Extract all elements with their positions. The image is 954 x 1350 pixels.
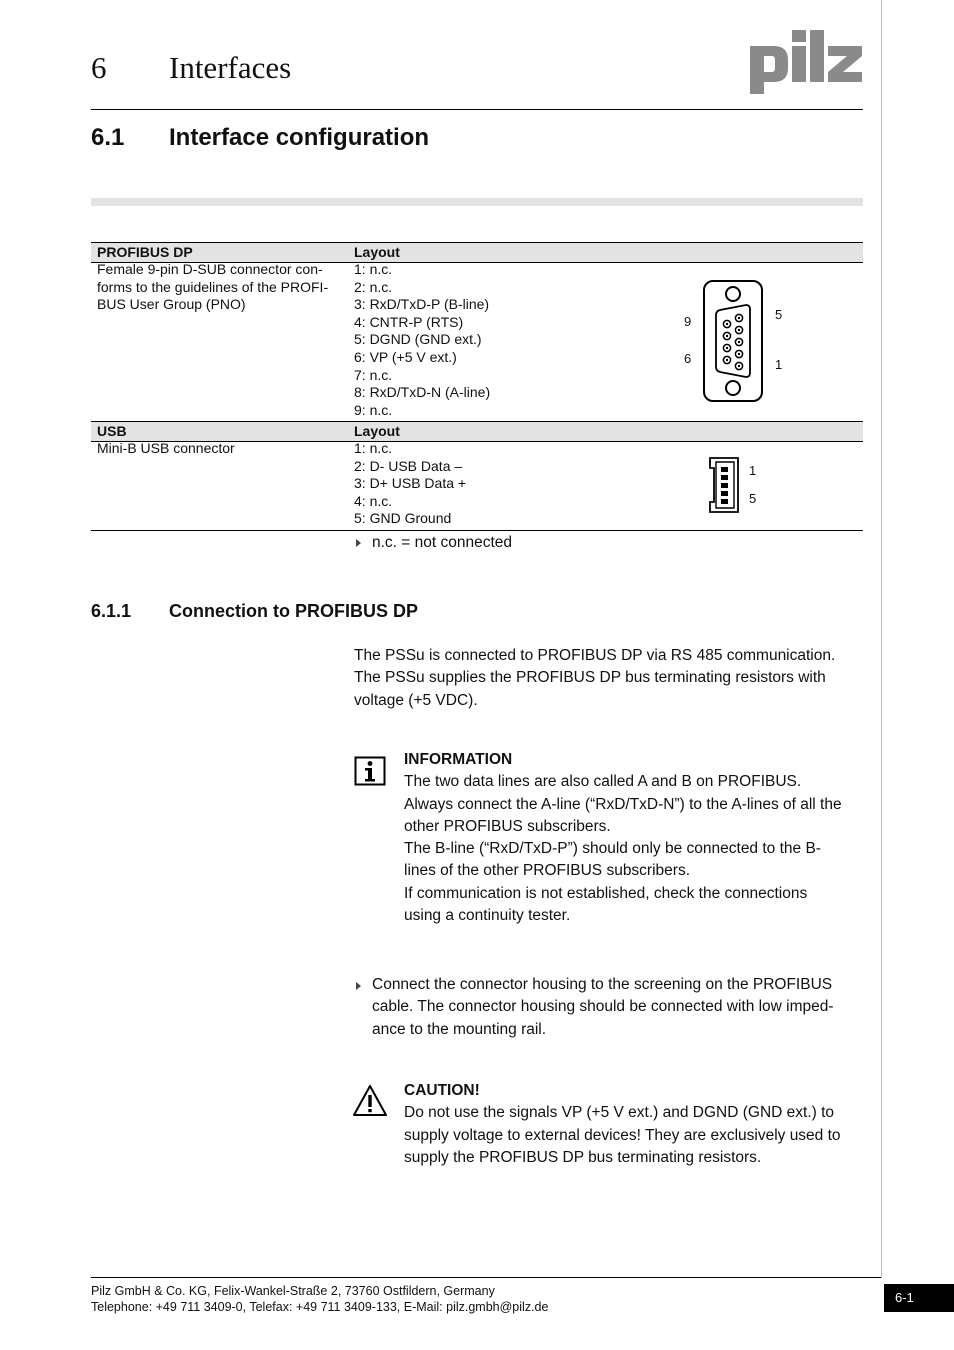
pin-item: 1: n.c. <box>354 261 393 277</box>
usb-label-1: 1 <box>749 463 757 478</box>
dsub-label-6: 6 <box>684 351 692 366</box>
dsub-label-5: 5 <box>775 307 783 322</box>
text-line: Do not use the signals VP (+5 V ext.) and DGND (GND ext.) to <box>404 1104 835 1122</box>
subsection-number: 6.1.1 <box>91 601 132 621</box>
text-line: The two data lines are also called A and B on PROFIBUS. <box>404 773 802 791</box>
instruction-paragraph <box>372 974 834 1041</box>
bullet-arrow-icon <box>356 539 361 547</box>
section-band <box>91 198 863 206</box>
margin-rule <box>881 0 882 1278</box>
pin-item: 9: n.c. <box>354 401 393 418</box>
text-line: Connect the connector housing to the screening on the PROFIBUS <box>372 976 833 993</box>
pin-item: 2: D- USB Data – <box>354 457 463 474</box>
bullet-arrow-icon <box>356 982 361 990</box>
text-line: The PSSu is connected to PROFIBUS DP via RS 485 communication. <box>354 647 836 664</box>
description-line: BUS User Group (PNO) <box>97 296 246 313</box>
profibus-table-header <box>91 242 863 263</box>
profibus-header-label: PROFIBUS DP <box>97 244 193 260</box>
information-block <box>404 749 842 927</box>
text-line: ance to the mounting rail. <box>372 1020 547 1038</box>
pin-item: 4: CNTR-P (RTS) <box>354 313 464 330</box>
text-line: cable. The connector housing should be connected with low imped- <box>372 998 834 1016</box>
mini-usb-connector-diagram <box>706 456 742 514</box>
subsection-title: Connection to PROFIBUS DP <box>169 601 418 621</box>
text-line: supply the PROFIBUS DP bus terminating resistors. <box>404 1148 762 1166</box>
caution-title: CAUTION! <box>404 1082 480 1099</box>
profibus-pin-list <box>354 261 490 419</box>
page-number-badge <box>884 1284 954 1312</box>
pin-item: 2: n.c. <box>354 278 393 295</box>
section-title: Interface configuration <box>169 124 430 151</box>
dsub-connector-diagram <box>700 278 766 404</box>
text-line: The PSSu supplies the PROFIBUS DP bus terminating resistors with <box>354 669 826 687</box>
footer-address: Pilz GmbH & Co. KG, Felix-Wankel-Straße 2, 73760 Ostfildern, Germany <box>91 1284 495 1298</box>
header-rule <box>91 109 863 110</box>
text-line: supply voltage to external devices! They are exclusively used to <box>404 1126 841 1144</box>
page-number: 6-1 <box>895 1290 914 1305</box>
pin-item: 5: DGND (GND ext.) <box>354 331 482 348</box>
pin-item: 7: n.c. <box>354 366 393 383</box>
footer-rule <box>91 1277 881 1278</box>
dsub-label-9: 9 <box>684 314 692 329</box>
pin-item: 8: RxD/TxD-N (A-line) <box>354 384 491 401</box>
text-line: voltage (+5 VDC). <box>354 691 478 709</box>
table-note: n.c. = not connected <box>372 534 513 551</box>
description-line: forms to the guidelines of the PROFI- <box>97 278 329 295</box>
intro-paragraph <box>354 645 835 712</box>
pin-item: 3: RxD/TxD-P (B-line) <box>354 296 490 313</box>
information-title: INFORMATION <box>404 751 513 768</box>
pilz-logo <box>748 28 864 94</box>
pin-item: 5: GND Ground <box>354 510 452 527</box>
text-line: using a continuity tester. <box>404 907 571 925</box>
chapter-number: 6 <box>91 50 107 85</box>
warning-triangle-icon <box>352 1084 388 1118</box>
caution-block <box>404 1080 841 1169</box>
usb-label-5: 5 <box>749 491 757 506</box>
pin-item: 4: n.c. <box>354 492 393 509</box>
profibus-description <box>97 261 328 314</box>
profibus-layout-header: Layout <box>354 244 400 260</box>
pin-item: 6: VP (+5 V ext.) <box>354 348 457 365</box>
usb-layout-header: Layout <box>354 423 400 439</box>
text-line: lines of the other PROFIBUS subscribers. <box>404 862 691 880</box>
text-line: other PROFIBUS subscribers. <box>404 817 611 835</box>
usb-pin-list <box>354 440 466 528</box>
usb-description: Mini-B USB connector <box>97 440 235 456</box>
text-line: Always connect the A-line (“RxD/TxD-N”) to the A-lines of all the <box>404 795 842 813</box>
dsub-label-1: 1 <box>775 357 783 372</box>
pin-item: 3: D+ USB Data + <box>354 475 467 492</box>
information-icon <box>354 756 386 786</box>
pin-item: 1: n.c. <box>354 440 393 456</box>
description-line: Female 9-pin D-SUB connector con- <box>97 261 323 277</box>
text-line: If communication is not established, check the connections <box>404 884 808 902</box>
table-bottom-rule <box>91 530 863 531</box>
usb-header-label: USB <box>97 423 127 439</box>
text-line: The B-line (“RxD/TxD-P”) should only be connected to the B- <box>404 840 821 858</box>
usb-table-header <box>91 421 863 442</box>
footer-contact: Telephone: +49 711 3409-0, Telefax: +49 711 3409-133, E-Mail: pilz.gmbh@pilz.de <box>91 1300 549 1314</box>
chapter-title: Interfaces <box>169 50 292 85</box>
section-number: 6.1 <box>91 124 125 151</box>
